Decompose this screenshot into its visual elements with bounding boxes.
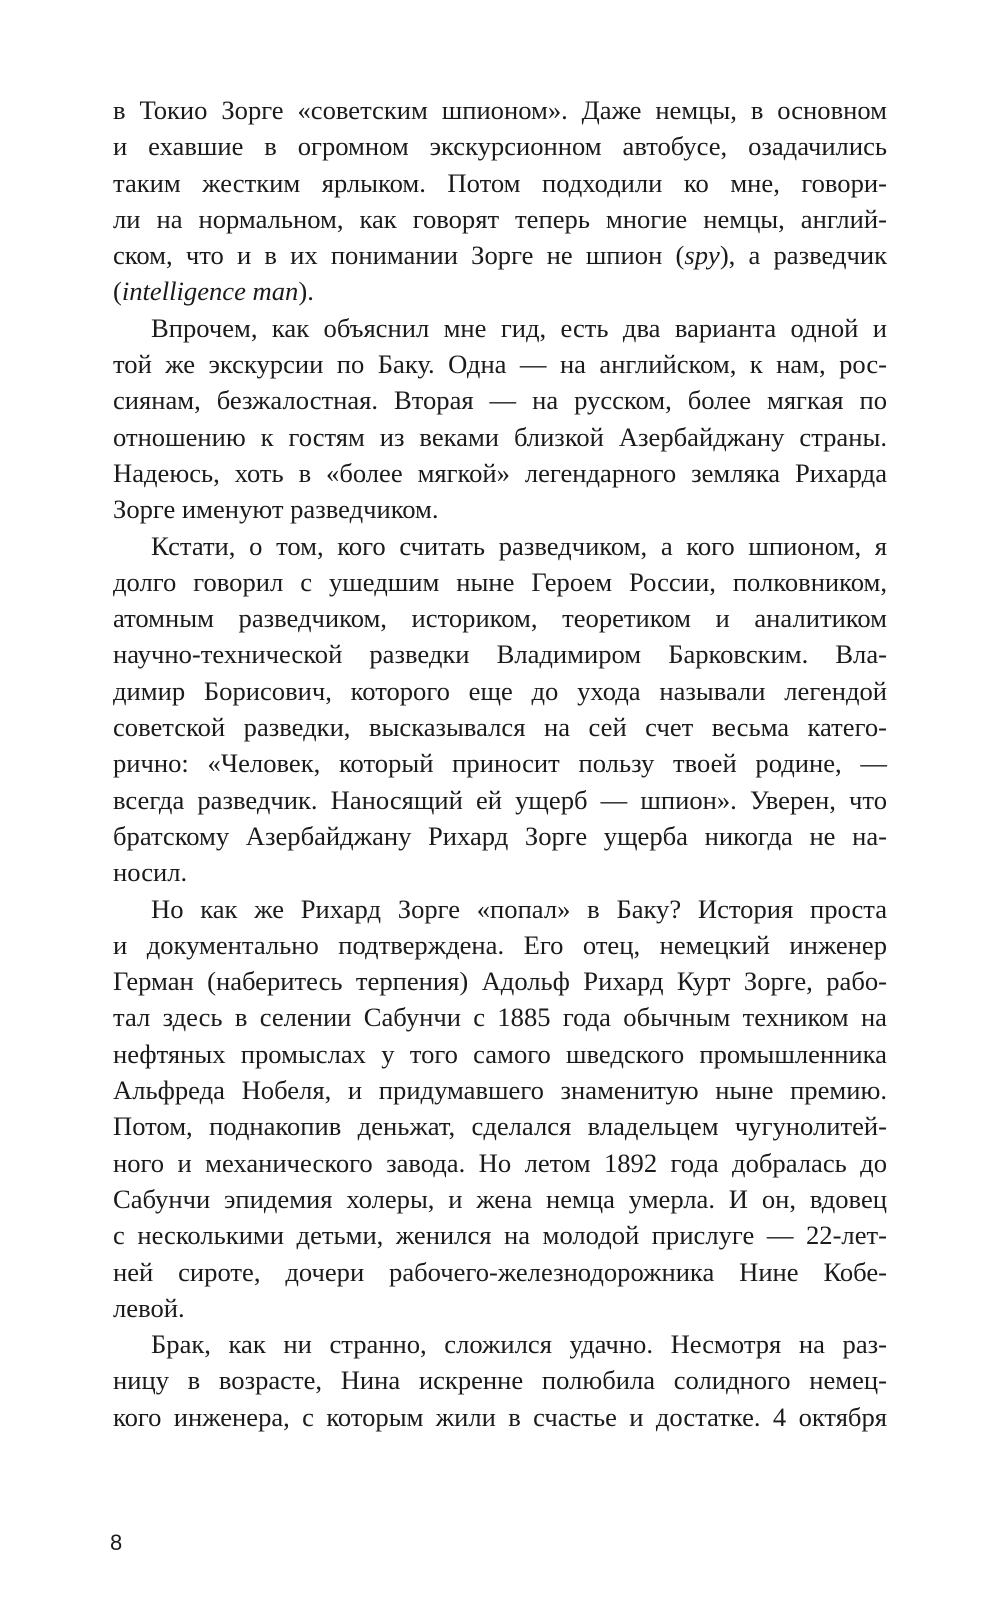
text-line: и документально подтверждена. Его отец, немецкий инженер <box>113 929 887 960</box>
text-line: левой. <box>113 1292 185 1323</box>
text-line: научно-технической разведки Владимиром Барковским. Вла- <box>113 639 887 670</box>
text-line: Брак, как ни странно, сложился удачно. Несмотря на раз- <box>151 1329 887 1360</box>
paragraph <box>113 92 887 310</box>
text-line: братскому Азербайджану Рихард Зорге ущерба никогда не на- <box>113 820 887 851</box>
text-line: в Токио Зорге «советским шпионом». Даже немцы, в основном <box>113 95 887 125</box>
body-text <box>113 92 887 1435</box>
text-line: Надеюсь, хоть в «более мягкой» легендарного земляка Рихарда <box>113 457 887 488</box>
text-line: кого инженера, с которым жили в счастье и достатке. 4 октября <box>113 1401 887 1432</box>
text-line: с несколькими детьми, женился на молодой прислуге — 22-лет- <box>113 1220 887 1251</box>
text-line: Впрочем, как объяснил мне гид, есть два варианта одной и <box>151 312 887 343</box>
text-line: ском, что и в их понимании Зорге не шпион (spy), а разведчик <box>113 240 888 271</box>
text-line: носил. <box>113 857 188 888</box>
text-line: Альфреда Нобеля, и придумавшего знаменитую ныне премию. <box>113 1075 887 1106</box>
text-line: тал здесь в селении Сабунчи с 1885 года обычным техником на <box>113 1002 887 1033</box>
text-line: той же экскурсии по Баку. Одна — на английском, к нам, рос- <box>113 349 887 380</box>
paragraph <box>113 1326 887 1435</box>
paragraph <box>113 528 887 891</box>
text-line: Кстати, о том, кого считать разведчиком, а кого шпионом, я <box>151 530 887 561</box>
text-line: нефтяных промыслах у того самого шведского промышленника <box>113 1038 887 1069</box>
text-line: Сабунчи эпидемия холеры, и жена немца умерла. И он, вдовец <box>113 1183 887 1214</box>
text-line: долго говорил с ушедшим ныне Героем России, полковником, <box>113 566 887 597</box>
text-line: отношению к гостям из веками близкой Азербайджану страны. <box>113 421 887 452</box>
text-line: Зорге именуют разведчиком. <box>113 494 439 525</box>
text-line: ного и механического завода. Но летом 1892 года добралась до <box>113 1147 887 1178</box>
text-line: Герман (наберитесь терпения) Адольф Рихард Курт Зорге, рабо- <box>113 966 887 997</box>
text-line: рично: «Человек, который приносит пользу твоей родине, — <box>113 748 887 779</box>
text-line: ницу в возрасте, Нина искренне полюбила солидного немец- <box>113 1365 887 1396</box>
text-line: Потом, поднакопив деньжат, сделался владельцем чугунолитей- <box>113 1111 887 1142</box>
text-line: сиянам, безжалостная. Вторая — на русском, более мягкая по <box>113 385 887 416</box>
text-line: ней сироте, дочери рабочего-железнодорожника Нине Кобе- <box>113 1256 887 1287</box>
text-line: Но как же Рихард Зорге «попал» в Баку? История проста <box>151 893 887 924</box>
text-line: всегда разведчик. Наносящий ей ущерб — шпион». Уверен, что <box>113 784 887 815</box>
text-line: советской разведки, высказывался на сей счет весьма катего- <box>113 712 887 743</box>
page-number: 8 <box>110 1530 123 1555</box>
text-line: (intelligence man). <box>113 276 314 307</box>
paragraph <box>113 310 887 528</box>
text-line: димир Борисович, которого еще до ухода называли легендой <box>113 675 887 706</box>
paragraph <box>113 891 887 1327</box>
text-line: атомным разведчиком, историком, теоретиком и аналитиком <box>113 603 887 634</box>
text-line: и ехавшие в огромном экскурсионном автобусе, озадачились <box>113 131 887 162</box>
text-line: таким жестким ярлыком. Потом подходили ко мне, говори- <box>113 167 887 198</box>
text-line: ли на нормальном, как говорят теперь многие немцы, англий- <box>113 203 887 234</box>
